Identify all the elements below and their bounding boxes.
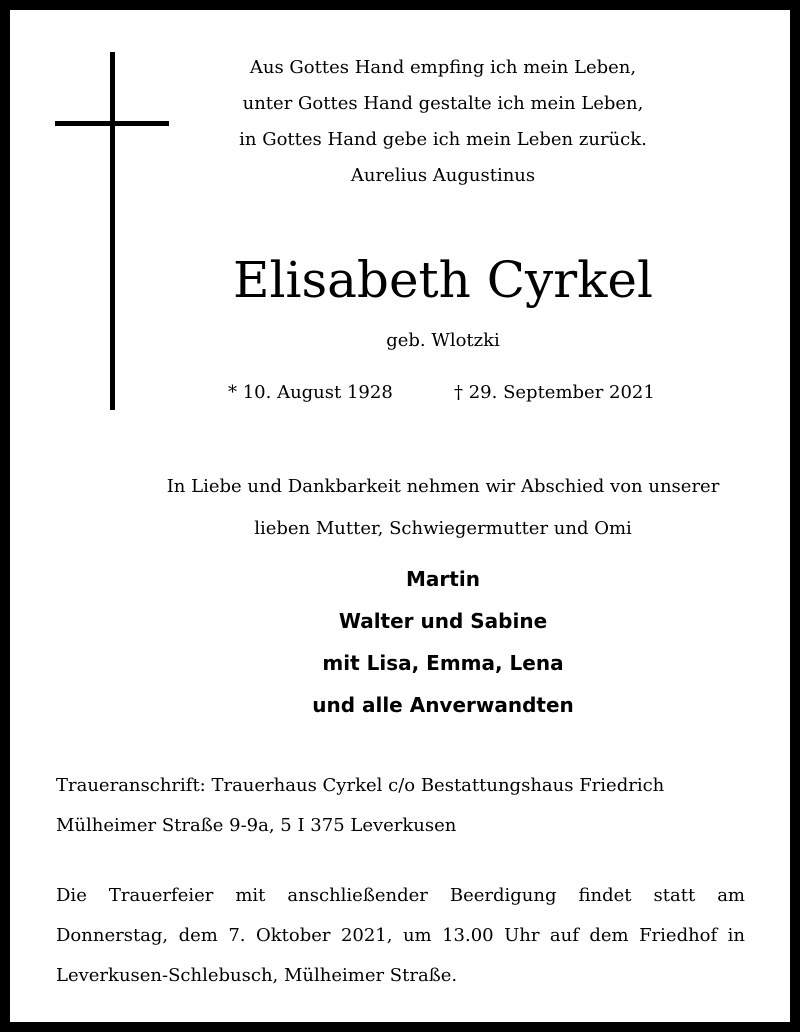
verse-line-2: unter Gottes Hand gestalte ich mein Leben,: [242, 93, 644, 114]
mourning-address: [56, 766, 756, 846]
funeral-service-info: Die Trauerfeier mit anschließender Beerdigung findet statt am Donnerstag, dem 7. Oktober 2021, um 13.00 Uhr auf dem Friedhof in Leverkusen-Schlebusch, Mülheimer Straße.: [56, 885, 745, 986]
mourner-line: Walter und Sabine: [338, 609, 548, 633]
birth-date: * 10. August 1928: [228, 382, 393, 403]
mourner-line: Martin: [406, 567, 480, 591]
cross-horizontal-bar: [55, 121, 169, 126]
death-date: † 29. September 2021: [454, 382, 655, 403]
verse-author: Aurelius Augustinus: [350, 165, 536, 186]
verse-block: [210, 50, 676, 194]
address-line-1: Traueranschrift: Trauerhaus Cyrkel c/o Bestattungshaus Friedrich: [56, 775, 665, 796]
maiden-name: geb. Wlotzki: [386, 330, 500, 351]
address-line-2: Mülheimer Straße 9-9a, 5 I 375 Leverkusen: [56, 815, 457, 836]
mourner-line: und alle Anverwandten: [312, 693, 574, 717]
verse-line-1: Aus Gottes Hand empfing ich mein Leben,: [249, 57, 637, 78]
farewell-line-1: In Liebe und Dankbarkeit nehmen wir Abschied von unserer: [166, 476, 720, 497]
farewell-text: [120, 466, 766, 550]
deceased-name: Elisabeth Cyrkel: [232, 251, 654, 309]
farewell-line-2: lieben Mutter, Schwiegermutter und Omi: [254, 518, 632, 539]
mourners-list: [210, 558, 676, 726]
cross-vertical-bar: [110, 52, 115, 410]
verse-line-3: in Gottes Hand gebe ich mein Leben zurück.: [239, 129, 647, 150]
mourner-line: mit Lisa, Emma, Lena: [322, 651, 564, 675]
